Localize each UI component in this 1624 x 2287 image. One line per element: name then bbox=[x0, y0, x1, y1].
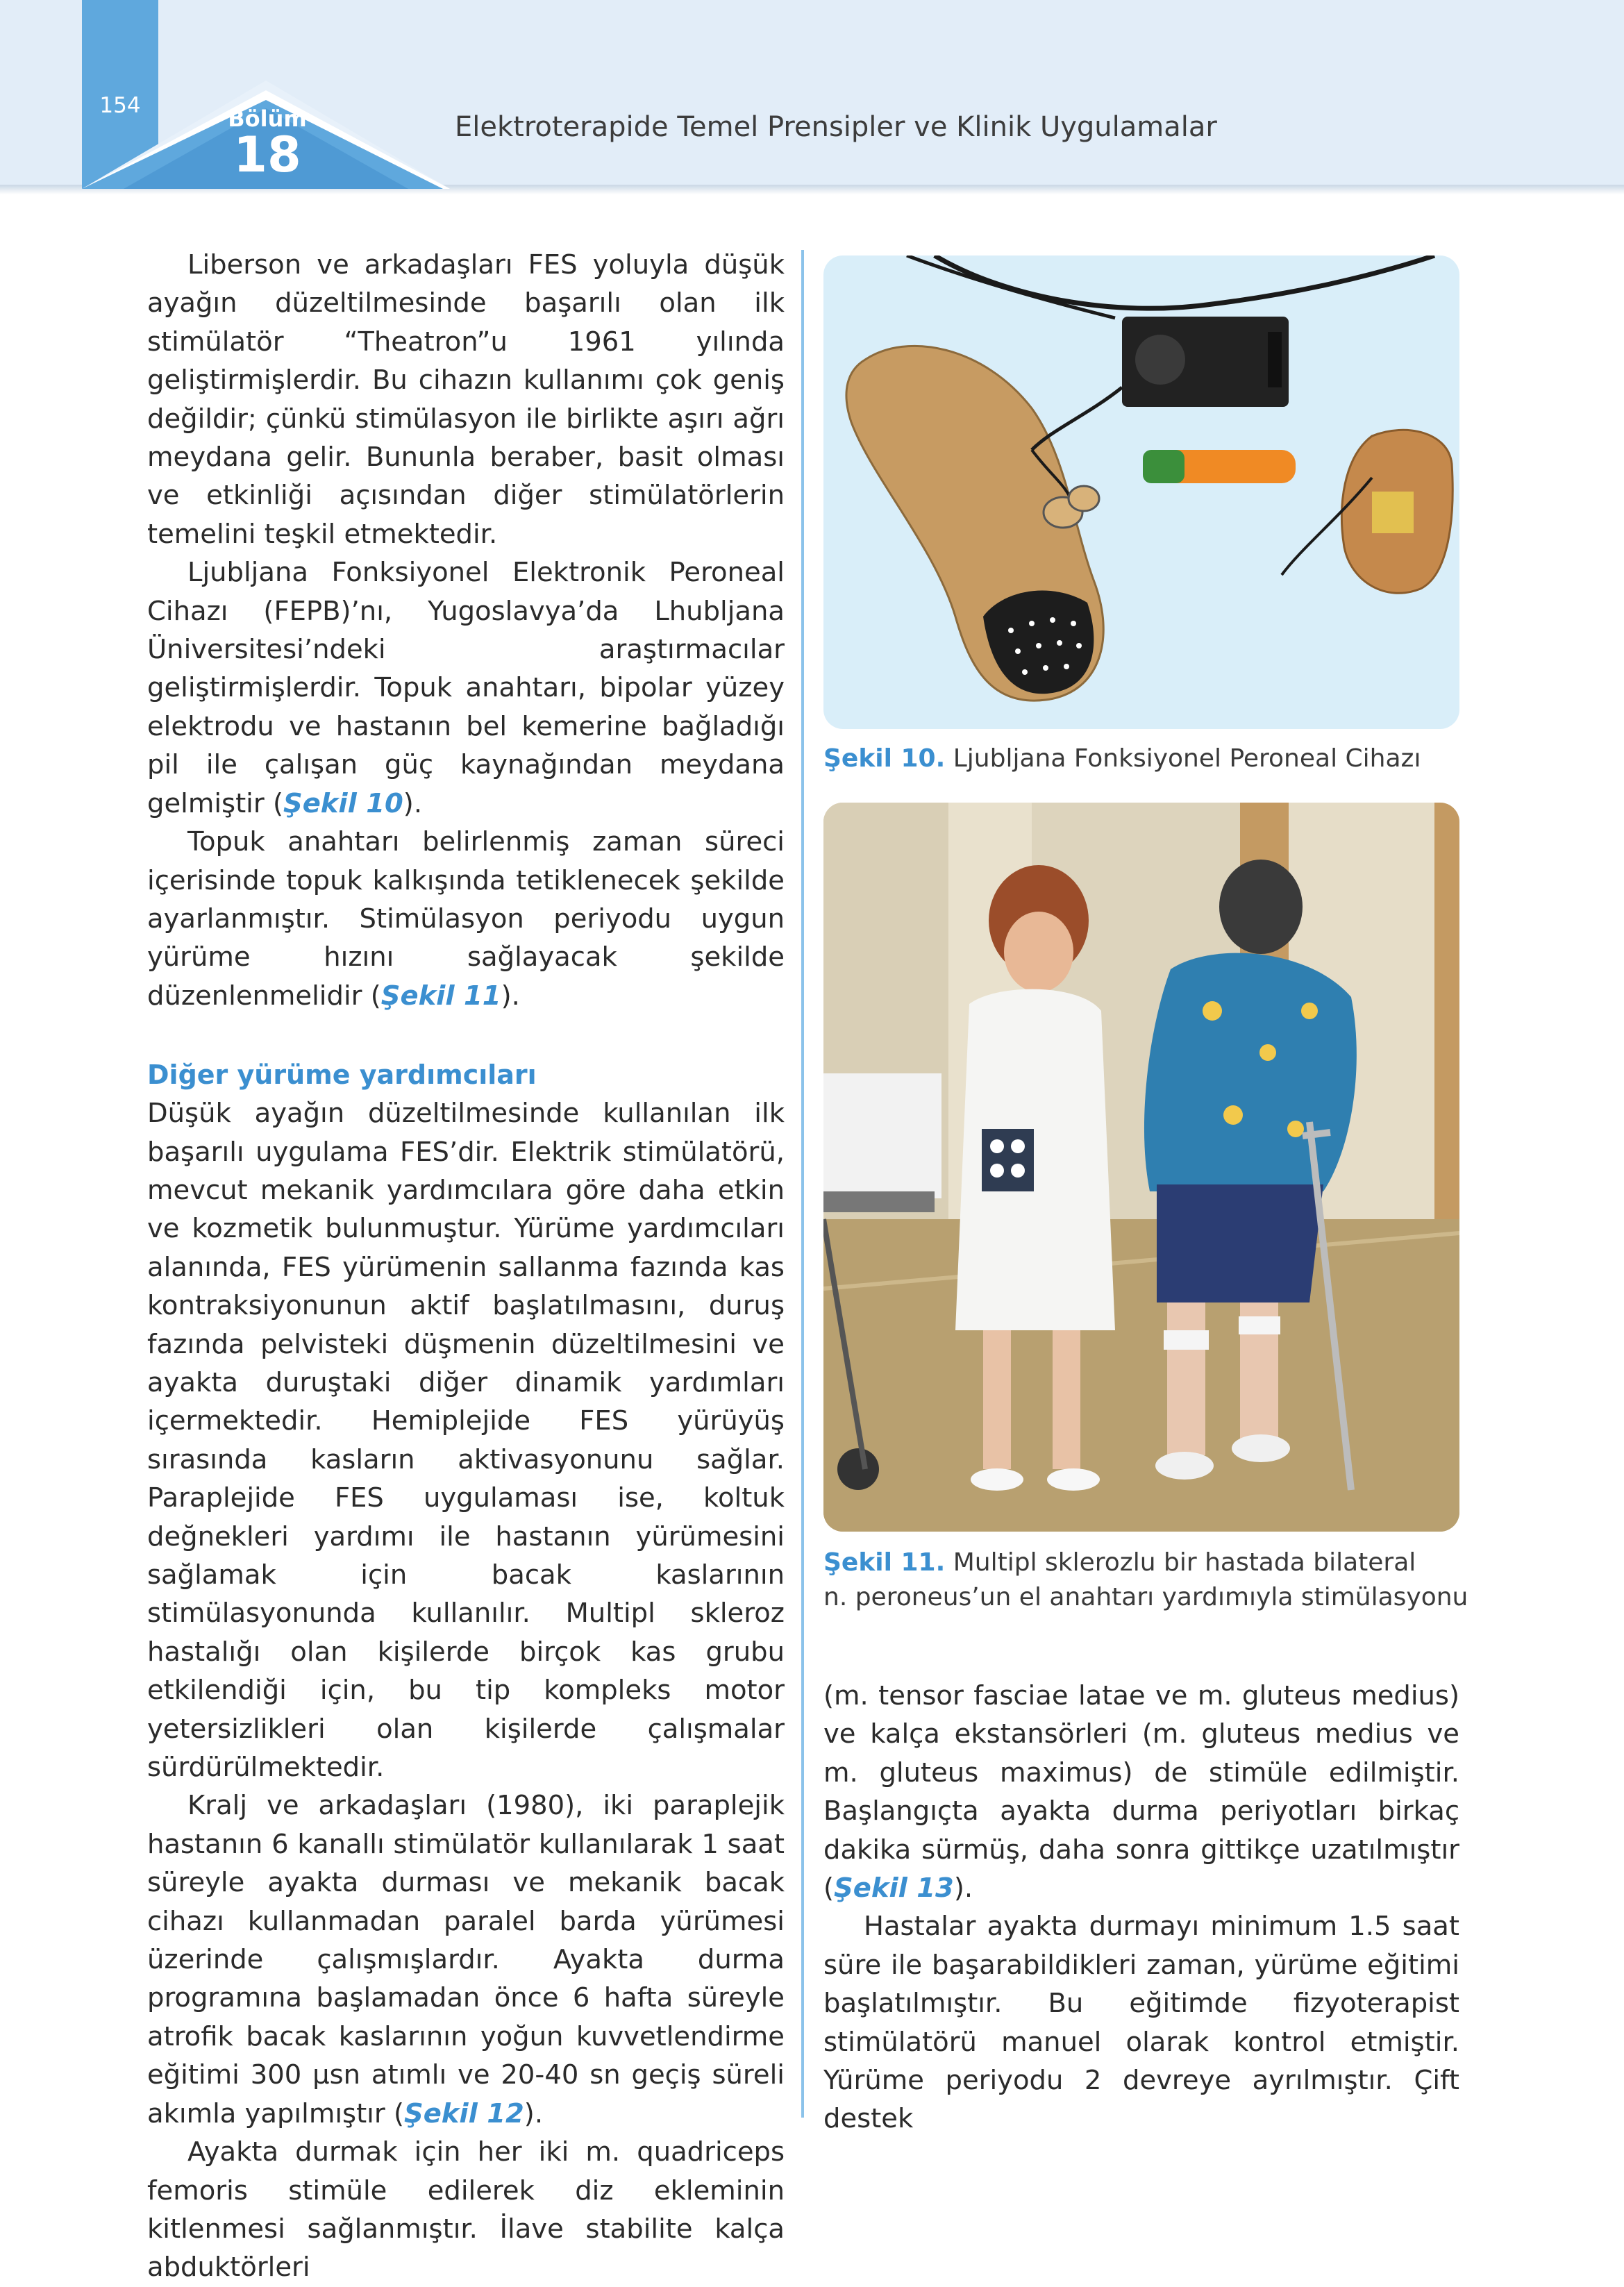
section-heading: Diğer yürüme yardımcıları bbox=[147, 1059, 537, 1091]
paragraph-text: Kralj ve arkadaşları (1980), iki paraplejik hastanın 6 kanallı stimülatör kullanılarak 1 saat süreyle ayakta durması ve mekanik bacak cihazı kullanmadan paralel barda yürümesi üzerinde çalışmışlardır. Ayakta durma programına başlamadan önce 6 hafta süreyle atrofik bacak kaslarının yoğun kuvvetlendirme eğitimi 300 µsn atımlı ve 20-40 sn geçiş süreli akımla yapılmıştır ( bbox=[147, 1790, 785, 2129]
paragraph-ayakta-durmak: Ayakta durmak için her iki m. quadriceps femoris stimüle edilerek diz ekleminin kitlenmesi sağlanmıştır. İlave stabilite kalça abduktörleri bbox=[147, 2136, 785, 2284]
paragraph-dusuk-ayak: Düşük ayağın düzeltilmesinde kullanılan ilk başarılı uygulama FES’dir. Elektrik stimülatörü, mevcut mekanik yardımcılara göre daha etkin ve kozmetik bulunmuştur. Yürüme yardımcıları alanında, FES yürümenin sallanma fazında kas kontraksiyonunun aktif başlatılmasını, duruş fazında pelvisteki düşmenin düzeltilmesini ve ayakta duruştaki diğer dinamik yardımları içermektedir. Hemiplejide FES yürüyüş sırasında kasların aktivasyonunu sağlar. Paraplejide FES uygulaması ise, koltuk değnekleri yardımı ile hastanın yürümesini sağlamak için bacak kaslarının stimülasyonunda kullanılır. Multipl skleroz hastalığı olan kişilerde birçok kas grubu etkilendiği için, bu tip kompleks motor yetersizlikleri olan kişilerde çalışmalar sürdürülmektedir. bbox=[147, 1098, 785, 1784]
paragraph-hastalar: Hastalar ayakta durmayı minimum 1.5 saat süre ile başarabildikleri zaman, yürüme eğitimi başlatılmıştır. Bu eğitimde fizyoterapist stimülatörü manuel olarak kontrol etmiştir. Yürüme periyodu 2 devreye ayrılmıştır. Çift destek bbox=[823, 1911, 1459, 2135]
figure-ref-13[interactable]: Şekil 13 bbox=[834, 1873, 954, 1904]
paragraph-text-end: ). bbox=[953, 1873, 973, 1904]
chapter-number: 18 bbox=[233, 126, 301, 183]
paragraph-text-end: ). bbox=[524, 2097, 544, 2129]
figure-11-caption-text: Multipl sklerozlu bir hastada bilateral bbox=[945, 1548, 1416, 1577]
figure-ref-12[interactable]: Şekil 12 bbox=[403, 2097, 524, 2129]
chapter-label: Bölüm bbox=[228, 106, 307, 132]
figure-11-caption-line1 bbox=[823, 1545, 1469, 1580]
figure-10-caption bbox=[823, 742, 1469, 776]
figure-11-caption-line2: n. peroneus’un el anahtarı yardımıyla stimülasyonu bbox=[823, 1583, 1468, 1611]
figure-10-caption-text: Ljubljana Fonksiyonel Peroneal Cihazı bbox=[945, 744, 1421, 773]
paragraph-text-end: ). bbox=[403, 787, 423, 819]
left-column bbox=[147, 246, 785, 2287]
figure-ref-10[interactable]: Şekil 10 bbox=[283, 787, 403, 819]
figure-11-image bbox=[823, 803, 1459, 1532]
figure-10-label: Şekil 10. bbox=[823, 744, 946, 773]
running-title: Elektroterapide Temel Prensipler ve Klinik Uygulamalar bbox=[455, 111, 1217, 143]
paragraph-text: Ljubljana Fonksiyonel Elektronik Peroneal Cihazı (FEPB)’nı, Yugoslavya’da Lhubljana Üniversitesi’ndeki araştırmacılar geliştirmişlerdir. Topuk anahtarı, bipolar yüzey elektrodu ve hastanın bel kemerine bağladığı pil ile çalışan güç kaynağından meydana gelmiştir ( bbox=[147, 557, 785, 819]
right-column bbox=[823, 1677, 1459, 2138]
paragraph-text-end: ). bbox=[501, 980, 520, 1012]
paragraph-kralj bbox=[147, 1786, 785, 2133]
figure-10-image bbox=[823, 255, 1459, 729]
figure-ref-11[interactable]: Şekil 11 bbox=[380, 980, 501, 1012]
paragraph-text: (m. tensor fasciae latae ve m. gluteus medius) ve kalça ekstansörleri (m. gluteus medius ve m. gluteus maximus) de stimüle edilmiştir. Başlangıçta ayakta durma periyotları birkaç dakika sürmüş, daha sonra gittikçe uzatılmıştır ( bbox=[823, 1680, 1459, 1904]
figure-11-label: Şekil 11. bbox=[823, 1548, 946, 1577]
paragraph-tensor bbox=[823, 1677, 1459, 1907]
page-number: 154 bbox=[99, 93, 141, 118]
paragraph-text: Topuk anahtarı belirlenmiş zaman süreci içerisinde topuk kalkışında tetiklenecek şekilde ayarlanmıştır. Stimülasyon periyodu uygun yürüme hızını sağlayacak şekilde düzenlenmelidir ( bbox=[147, 826, 785, 1012]
paragraph-topuk bbox=[147, 823, 785, 1015]
paragraph-ljubljana bbox=[147, 553, 785, 823]
figure-11-caption bbox=[823, 1545, 1469, 1615]
paragraph-liberson: Liberson ve arkadaşları FES yoluyla düşük ayağın düzeltilmesinde başarılı olan ilk stimülatör “Theatron”u 1961 yılında geliştirmişlerdir. Bu cihazın kullanımı çok geniş değildir; çünkü stimülasyon ile birlikte aşırı ağrı meydana gelir. Bununla beraber, basit olması ve etkinliği açısından diğer stimülatörlerin temelini teşkil etmektedir. bbox=[147, 249, 785, 550]
column-divider bbox=[801, 250, 804, 2118]
